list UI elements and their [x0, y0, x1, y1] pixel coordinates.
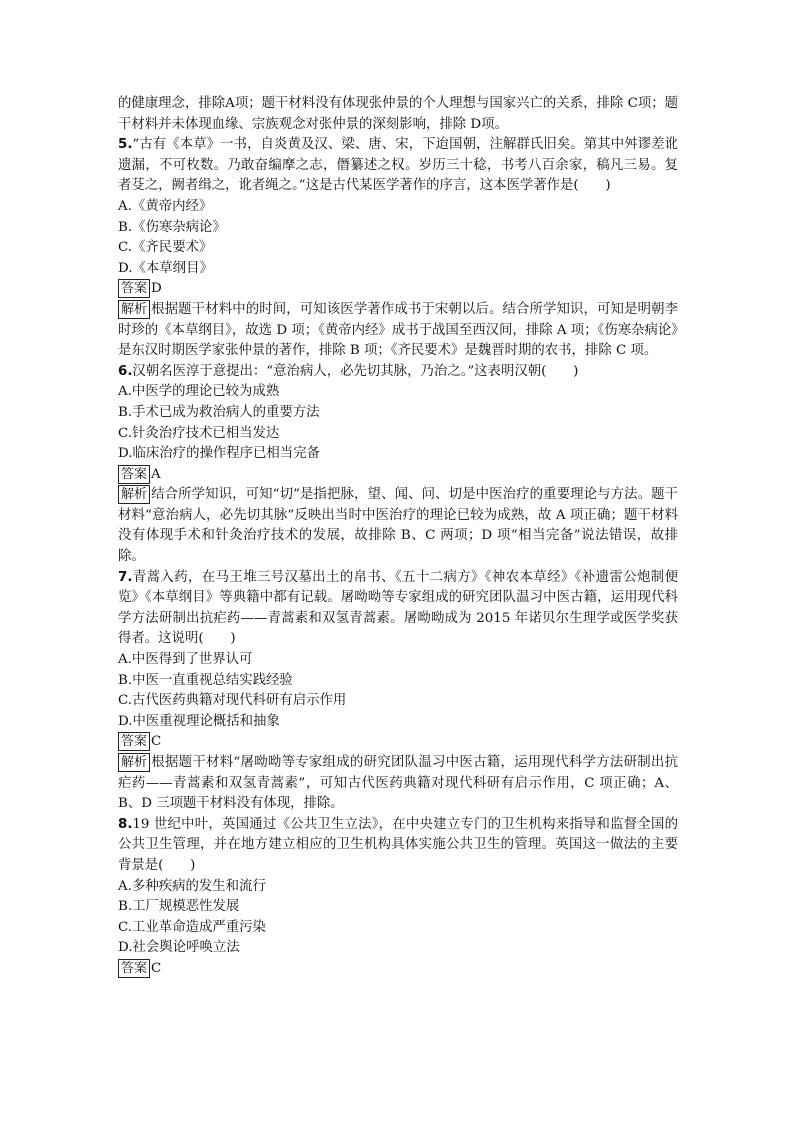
option-c: C.工业革命造成严重污染: [118, 919, 266, 935]
question-7: [118, 568, 678, 815]
option-a: A.中医得到了世界认可: [118, 652, 253, 668]
question-stem: [118, 135, 678, 197]
answer-tag: 答案: [118, 732, 150, 751]
intro-paragraph: 的健康理念，排除A项；题干材料没有体现张仲景的个人理想与国家兴亡的关系，排除 C项；题干材料并未体现血缘、宗族观念对张仲景的深刻影响，排除 D项。: [118, 96, 678, 132]
question-number: 7.: [118, 569, 133, 585]
analysis-tag: 解析: [118, 753, 150, 772]
analysis-text: 结合所学知识，可知“切”是指把脉，望、闻、问、切是中医治疗的重要理论与方法。题干材料“意治病人，必先切其脉”反映出当时中医治疗的理论已较为成熟，故 A 项正确；题干材料没有体现手术和针灸治疗技术的发展，故排除 B、C 两项；D 项“相当完备”说法错误，故排除。: [118, 487, 678, 565]
answer-tag: 答案: [118, 465, 150, 484]
answer-value: C: [151, 960, 162, 976]
answer-line: [118, 279, 678, 300]
question-text: “古有《本草》一书，自炎黄及汉、梁、唐、宋，下迨国朝，注解群氏旧矣。第其中舛谬差讹遗漏，不可枚数。乃敢奋编摩之志，僭纂述之权。岁历三十稔，书考八百余家，稿凡三易。复者芟之，阙者缉之，讹者绳之。”这是古代某医学著作的序言，这本医学著作是( ): [118, 137, 678, 194]
answer-value: A: [151, 466, 161, 482]
analysis-tag: 解析: [118, 300, 150, 319]
answer-line: [118, 732, 678, 753]
answer-tag: 答案: [118, 279, 150, 298]
option-a: A.《黄帝内经》: [118, 198, 213, 214]
analysis-paragraph: [118, 300, 678, 362]
question-text: 汉朝名医淳于意提出：“意治病人，必先切其脉，乃治之。”这表明汉朝( ): [132, 363, 579, 379]
option-d: D.临床治疗的操作程序已相当完备: [118, 446, 320, 462]
option-d: D.社会舆论呼唤立法: [118, 940, 240, 956]
option-b: B.工厂规模恶性发展: [118, 899, 240, 915]
question-number: 5.: [118, 137, 133, 153]
option-b: B.中医一直重视总结实践经验: [118, 672, 293, 688]
question-8: [118, 815, 678, 980]
answer-tag: 答案: [118, 959, 150, 978]
option-c: C.古代医药典籍对现代科研有启示作用: [118, 693, 347, 709]
question-number: 6.: [118, 363, 133, 379]
question-text: 19 世纪中叶，英国通过《公共卫生立法》，在中央建立专门的卫生机构来指导和监督全国的公共卫生管理，并在地方建立相应的卫生机构具体实施公共卫生的管理。英国这一做法的主要背景是( ): [118, 816, 678, 873]
question-number: 8.: [118, 816, 133, 832]
option-c: C.针灸治疗技术已相当发达: [118, 425, 280, 441]
analysis-tag: 解析: [118, 485, 150, 504]
question-stem: [118, 815, 678, 877]
question-6: [118, 362, 678, 568]
option-a: A.中医学的理论已较为成熟: [118, 384, 280, 400]
answer-line: [118, 465, 678, 486]
answer-value: C: [151, 734, 162, 750]
question-5: [118, 135, 678, 362]
question-stem: [118, 568, 678, 650]
analysis-text: 根据题干材料“屠呦呦等专家组成的研究团队温习中医古籍，运用现代科学方法研制出抗疟药——青蒿素和双氢青蒿素”，可知古代医药典籍对现代科研有启示作用，C 项正确；A、B、D 三项题干材料没有体现，排除。: [118, 755, 678, 812]
question-text: 青蒿入药，在马王堆三号汉墓出土的帛书、《五十二病方》《神农本草经》《补遗雷公炮制便览》《本草纲目》等典籍中都有记载。屠呦呦等专家组成的研究团队温习中医古籍，运用现代科学方法研制出抗疟药——青蒿素和双氢青蒿素。屠呦呦成为 2015 年诺贝尔生理学或医学奖获得者。这说明( ): [118, 569, 678, 647]
option-d: D.中医重视理论概括和抽象: [118, 713, 280, 729]
option-a: A.多种疾病的发生和流行: [118, 878, 266, 894]
analysis-paragraph: [118, 753, 678, 815]
answer-line: [118, 959, 678, 980]
option-b: B.手术已成为救治病人的重要方法: [118, 404, 320, 420]
option-d: D.《本草纲目》: [118, 260, 213, 276]
option-c: C.《齐民要术》: [118, 240, 213, 256]
analysis-text: 根据题干材料中的时间，可知该医学著作成书于宋朝以后。结合所学知识，可知是明朝李时珍的《本草纲目》，故选 D 项；《黄帝内经》成书于战国至西汉间，排除 A 项；《伤寒杂病论》是东汉时期医学家张仲景的著作，排除 B 项；《齐民要术》是魏晋时期的农书，排除 C 项。: [118, 301, 678, 359]
answer-value: D: [151, 281, 162, 297]
option-b: B.《伤寒杂病论》: [118, 219, 226, 235]
analysis-paragraph: [118, 485, 678, 567]
question-stem: [118, 362, 678, 383]
